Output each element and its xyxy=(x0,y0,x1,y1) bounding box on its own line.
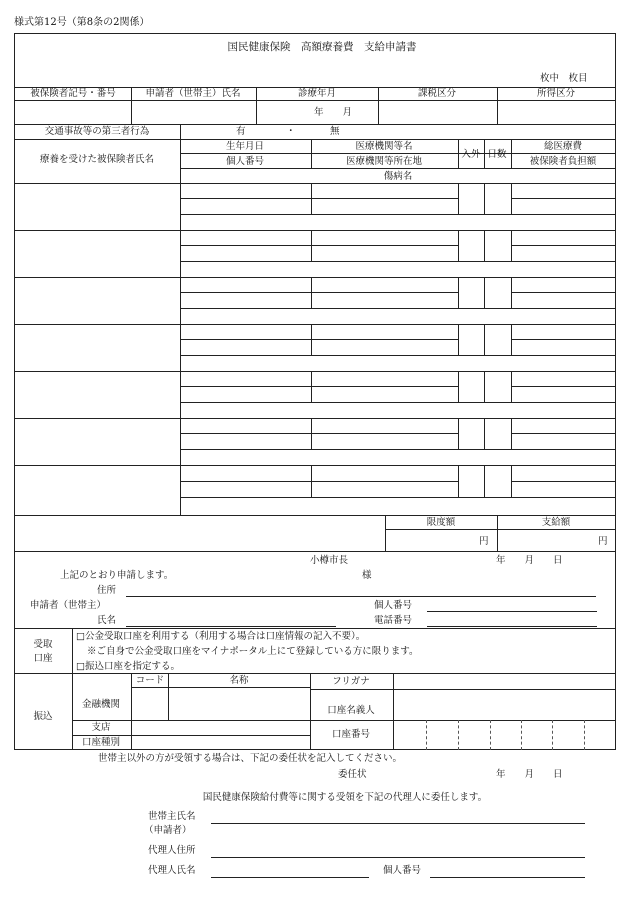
year-month-field: 年 月 xyxy=(313,107,353,118)
applicant-paren-label: （申請者） xyxy=(144,825,192,836)
institution-address-header: 医療機関等所在地 xyxy=(345,156,423,167)
agent-name-label: 代理人氏名 xyxy=(148,865,196,876)
treatment-month-header: 診療年月 xyxy=(297,88,337,99)
agent-address-line[interactable] xyxy=(211,857,585,858)
account-number-label: 口座番号 xyxy=(331,729,371,740)
limit-amount-label: 限度額 xyxy=(426,517,456,528)
applicant-label: 申請者（世帯主） xyxy=(30,600,107,611)
sama-label: 様 xyxy=(362,570,372,581)
name-line[interactable] xyxy=(126,626,336,627)
payment-amount-label: 支給額 xyxy=(541,517,571,528)
address-line[interactable] xyxy=(126,596,596,597)
sheet-count: 枚中 枚目 xyxy=(540,73,588,84)
account-type-label: 口座種別 xyxy=(81,737,121,748)
patient-row xyxy=(14,230,616,231)
holder-label: 口座名義人 xyxy=(327,705,375,716)
name-label: 氏名 xyxy=(97,615,117,626)
patient-row xyxy=(14,465,616,466)
branch-label: 支店 xyxy=(91,722,111,733)
tax-category-header: 課税区分 xyxy=(417,88,457,99)
receipt-label-1: 受取 xyxy=(33,639,53,650)
applicant-name-header: 申請者（世帯主）氏名 xyxy=(145,88,241,99)
patient-name-header: 療養を受けた被保険者氏名 xyxy=(39,154,155,165)
option-public-account[interactable]: □公金受取口座を利用する（利用する場合は口座情報の記入不要）。 xyxy=(76,631,366,642)
delegation-title: 委任状 xyxy=(338,769,367,780)
agent-name-line[interactable] xyxy=(211,877,369,878)
third-party-label: 交通事故等の第三者行為 xyxy=(44,126,150,137)
inout-header: 入外 xyxy=(461,149,481,160)
phone-line[interactable] xyxy=(427,626,597,627)
application-date: 年 月 日 xyxy=(496,555,563,566)
patients-table xyxy=(14,124,616,552)
transfer-label: 振込 xyxy=(33,711,53,722)
patient-row xyxy=(14,324,616,325)
bank-name-header: 名称 xyxy=(229,675,249,686)
institution-label: 金融機関 xyxy=(81,699,121,710)
statement-text: 上記のとおり申請します。 xyxy=(60,570,174,581)
delegation-note: 世帯主以外の方が受領する場合は、下記の委任状を記入してください。 xyxy=(98,753,403,764)
patient-row xyxy=(14,371,616,372)
address-label: 住所 xyxy=(97,585,117,596)
form-title: 国民健康保険 高額療養費 支給申請書 xyxy=(227,41,417,53)
payment-yen: 円 xyxy=(598,536,608,547)
mayor-label: 小樽市長 xyxy=(310,555,349,566)
income-category-header: 所得区分 xyxy=(536,88,576,99)
receipt-label-2: 口座 xyxy=(33,653,53,664)
form-number: 様式第12号（第8条の2関係） xyxy=(14,17,150,28)
agent-personal-number-label: 個人番号 xyxy=(383,865,422,876)
personal-number-line[interactable] xyxy=(427,611,597,612)
days-header: 日数 xyxy=(487,149,507,160)
patient-row xyxy=(14,515,616,516)
birth-date-header: 生年月日 xyxy=(225,141,265,152)
personal-number-header: 個人番号 xyxy=(225,156,265,167)
third-party-yes: 有 xyxy=(236,126,246,137)
third-party-no: 無 xyxy=(330,126,340,137)
institution-name-header: 医療機関等名 xyxy=(355,141,413,152)
delegation-date: 年 月 日 xyxy=(496,769,563,780)
delegation-statement: 国民健康保険給付費等に関する受領を下記の代理人に委任します。 xyxy=(202,792,488,803)
public-account-note: ※ご自身で公金受取口座をマイナポータル上にて登録している方に限ります。 xyxy=(87,646,419,657)
total-cost-header: 総医療費 xyxy=(543,141,583,152)
limit-yen: 円 xyxy=(479,536,489,547)
code-header: コード xyxy=(135,675,165,686)
disease-name-header: 傷病名 xyxy=(383,171,413,182)
insured-burden-header: 被保険者負担額 xyxy=(529,156,597,167)
agent-personal-number-line[interactable] xyxy=(430,877,585,878)
option-transfer-account[interactable]: □振込口座を指定する。 xyxy=(76,661,180,672)
patient-row xyxy=(14,277,616,278)
third-party-dot: ・ xyxy=(286,126,296,137)
householder-name-label: 世帯主氏名 xyxy=(148,811,196,822)
insured-number-header: 被保険者記号・番号 xyxy=(30,88,116,99)
furigana-header: フリガナ xyxy=(332,676,370,687)
agent-address-label: 代理人住所 xyxy=(148,845,196,856)
householder-name-line[interactable] xyxy=(211,823,585,824)
phone-label: 電話番号 xyxy=(374,615,413,626)
personal-number-label: 個人番号 xyxy=(374,600,413,611)
patient-row xyxy=(14,418,616,419)
